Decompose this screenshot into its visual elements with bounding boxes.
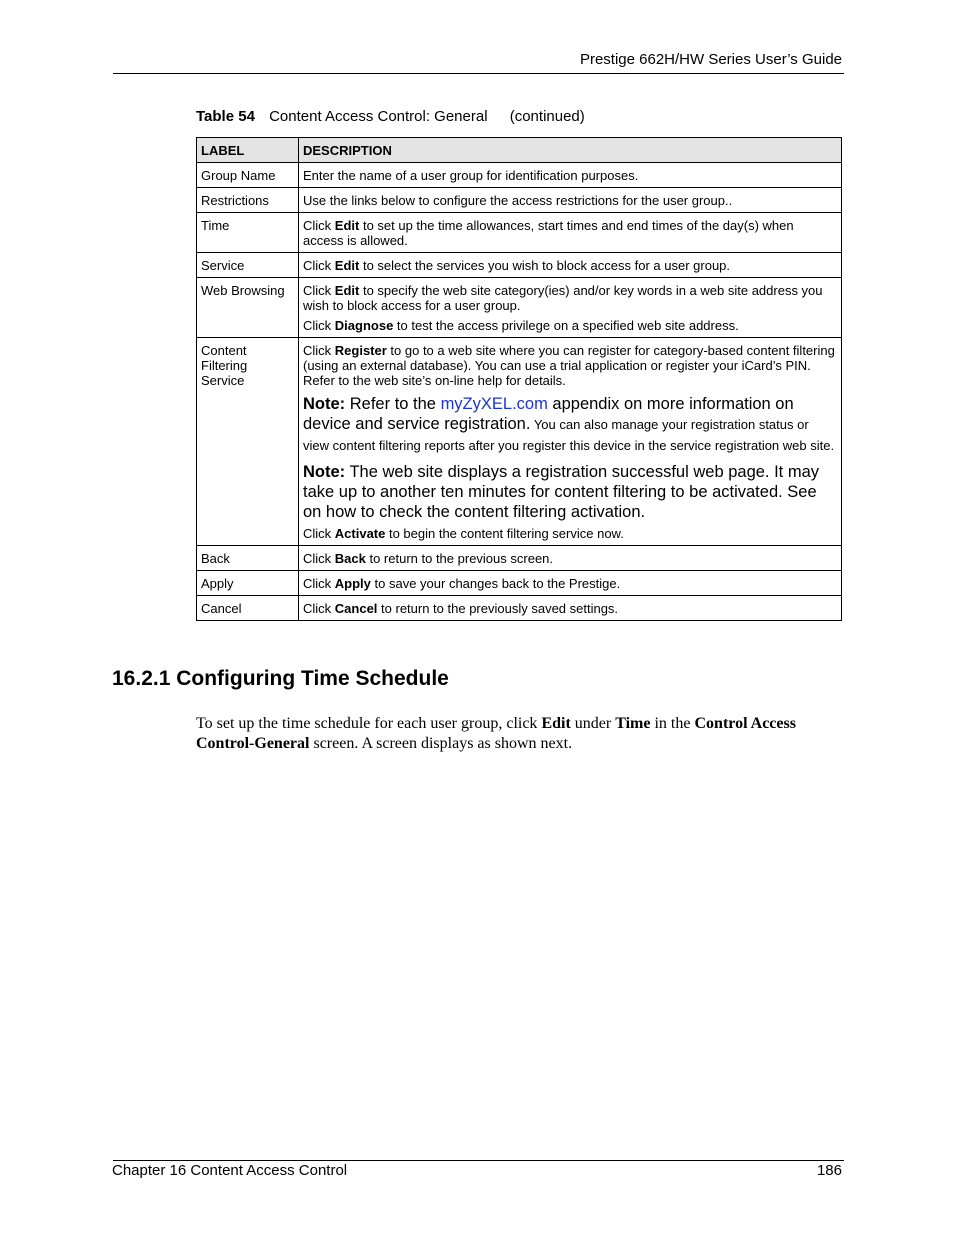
myzyxel-link[interactable]: myZyXEL.com <box>440 395 548 413</box>
header-divider <box>113 73 844 74</box>
row-label: Cancel <box>197 596 299 621</box>
table-row-back <box>197 546 842 571</box>
table-row-service <box>197 253 842 278</box>
row-description <box>299 338 842 546</box>
table-row-restrictions <box>197 188 842 213</box>
table-row-group-name <box>197 163 842 188</box>
row-description: Click Back to return to the previous screen. <box>299 546 842 571</box>
row-label: Group Name <box>197 163 299 188</box>
table-header-row <box>197 138 842 163</box>
register-text: Click Register to go to a web site where you can register for category-based content filtering (using an external database). You can use a trial application or register your iCard’s PIN. Refer to the web site’s on-line help for details. <box>303 343 835 388</box>
activate-text: Click Activate to begin the content filtering service now. <box>303 526 624 541</box>
row-label: Back <box>197 546 299 571</box>
column-header-description: DESCRIPTION <box>299 138 842 163</box>
table-caption-continued: (continued) <box>509 108 585 125</box>
table-caption <box>196 108 585 125</box>
running-header: Prestige 662H/HW Series User’s Guide <box>579 51 842 68</box>
section-heading: 16.2.1 Configuring Time Schedule <box>112 667 449 690</box>
row-label: Time <box>197 213 299 253</box>
row-description: Use the links below to configure the access restrictions for the user group.. <box>299 188 842 213</box>
row-label: Web Browsing <box>197 278 299 338</box>
table-row-apply <box>197 571 842 596</box>
footer-chapter: Chapter 16 Content Access Control <box>112 1162 348 1179</box>
row-description: Click Edit to select the services you wish to block access for a user group. <box>299 253 842 278</box>
note-activation: Note: The web site displays a registration successful web page. It may take up to another ten minutes for content filtering to be activated. See on how to check the content filtering activation. <box>303 463 820 521</box>
footer-divider <box>113 1160 844 1161</box>
row-description: Click Apply to save your changes back to the Prestige. <box>299 571 842 596</box>
body-paragraph: To set up the time schedule for each user group, click Edit under Time in the Control Access Control-General screen. A screen displays as shown next. <box>196 715 796 752</box>
web-browsing-diagnose-text: Click Diagnose to test the access privilege on a specified web site address. <box>303 318 739 333</box>
note-registration: Note: Refer to the myZyXEL.com appendix on more information on device and service registration. You can also manage your registration status or view content filtering reports after you register this device in the service registration web site. <box>303 395 835 453</box>
row-description: Click Edit to set up the time allowances, start times and end times of the day(s) when access is allowed. <box>299 213 842 253</box>
web-browsing-edit-text: Click Edit to specify the web site category(ies) and/or key words in a web site address you wish to block access for a user group. <box>303 283 823 313</box>
table-row-web-browsing <box>197 278 842 338</box>
row-label: Apply <box>197 571 299 596</box>
row-description <box>299 278 842 338</box>
table-caption-number: Table 54 <box>196 108 255 125</box>
row-label: Service <box>197 253 299 278</box>
content-access-table <box>196 137 842 621</box>
table-row-cancel <box>197 596 842 621</box>
footer-page-number: 186 <box>816 1162 842 1179</box>
column-header-label: LABEL <box>197 138 299 163</box>
table-row-content-filtering <box>197 338 842 546</box>
table-caption-title: Content Access Control: General <box>269 108 488 125</box>
row-label: Content Filtering Service <box>197 338 299 546</box>
table-row-time <box>197 213 842 253</box>
row-label: Restrictions <box>197 188 299 213</box>
row-description: Click Cancel to return to the previously saved settings. <box>299 596 842 621</box>
row-description: Enter the name of a user group for identification purposes. <box>299 163 842 188</box>
